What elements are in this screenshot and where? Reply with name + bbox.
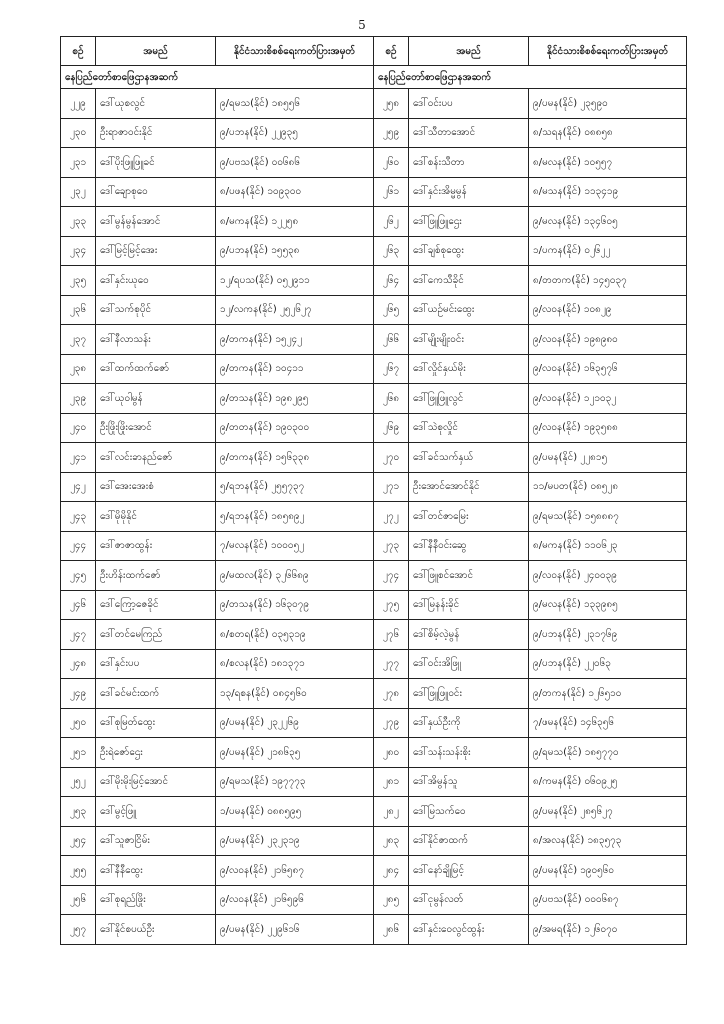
cell-no-left: ၂၄၀ bbox=[61, 413, 96, 443]
header-row bbox=[61, 37, 687, 66]
cell-id-left: ၈/စတရ(နိုင်) ၀၃၅၃၁၉ bbox=[216, 620, 374, 650]
cell-no-left: ၂၃၁ bbox=[61, 148, 96, 178]
cell-name-right: ဒေါ်ကေသီခိုင် bbox=[409, 266, 529, 296]
table-row bbox=[61, 472, 687, 502]
table-row bbox=[61, 620, 687, 650]
cell-no-left: ၂၅၃ bbox=[61, 797, 96, 827]
page-number: 5 bbox=[358, 18, 366, 32]
cell-name-left: ဒေါ်စုမြတ်ထွေး bbox=[96, 708, 216, 738]
cell-id-right: ၉/ပမန(နိုင်) ၂၂၈၁၅ bbox=[529, 443, 687, 473]
cell-no-left: ၂၃၀ bbox=[61, 118, 96, 148]
table-row bbox=[61, 413, 687, 443]
cell-name-right: ဒေါ်သဲစုလှိုင် bbox=[409, 413, 529, 443]
cell-name-right: ဒေါ်နှင်းအိမ္မမွန် bbox=[409, 177, 529, 207]
cell-id-right: ၈/မသန(နိုင်) ၁၁၃၄၁၉ bbox=[529, 177, 687, 207]
cell-no-right: ၂၈၄ bbox=[374, 856, 409, 886]
cell-no-right: ၂၆၅ bbox=[374, 295, 409, 325]
cell-name-right: ဒေါ်ယဉ်မင်းထွေး bbox=[409, 295, 529, 325]
cell-name-left: ဒေါ်မိုမိုနိုင် bbox=[96, 502, 216, 532]
cell-id-right: ၉/လဝန(နိုင်) ၁၉၈၉၈၀ bbox=[529, 325, 687, 355]
cell-name-left: ဒေါ်အေးအေးစံ bbox=[96, 472, 216, 502]
cell-id-right: ၉/လဝန(နိုင်) ၂၄၀၀၃၉ bbox=[529, 561, 687, 591]
cell-name-left: ဒေါ်လင်းခာနည်ဇော် bbox=[96, 443, 216, 473]
cell-name-right: ဒေါ်လှိုင်နှယ်မိုး bbox=[409, 354, 529, 384]
cell-id-left: ၁၂/ရပသ(နိုင်) ၀၅၂၉၁၁ bbox=[216, 266, 374, 296]
cell-name-right: ဒေါ်မြနန်းခိုင် bbox=[409, 590, 529, 620]
table-row bbox=[61, 915, 687, 945]
cell-name-left: ဒေါ်နီလာသန်း bbox=[96, 325, 216, 355]
cell-no-left: ၂၅၀ bbox=[61, 708, 96, 738]
cell-id-left: ၁၃/ရစန(နိုင်) ၀၈၄၅၆၀ bbox=[216, 679, 374, 709]
cell-no-left: ၂၄၁ bbox=[61, 443, 96, 473]
cell-name-left: ဒေါ်မွင့်ဖြူ bbox=[96, 797, 216, 827]
cell-name-left: ဒေါ်မွန်မွန်အောင် bbox=[96, 207, 216, 237]
cell-id-right: ၈/တတက(နိုင်) ၁၄၅၀၃၇ bbox=[529, 266, 687, 296]
cell-no-right: ၂၆၂ bbox=[374, 207, 409, 237]
cell-name-left: ဒေါ်ကြော့ဇေခိုင် bbox=[96, 590, 216, 620]
cell-id-right: ၉/အမရ(နိုင်) ၁၂၆၀၇၀ bbox=[529, 915, 687, 945]
table-row bbox=[61, 236, 687, 266]
table-row bbox=[61, 384, 687, 414]
cell-id-left: ၉/တကန(နိုင်) ၁၀၄၁၁ bbox=[216, 354, 374, 384]
cell-no-right: ၂၅၈ bbox=[374, 89, 409, 119]
cell-no-left: ၂၃၇ bbox=[61, 325, 96, 355]
cell-name-left: ဒေါ်ပိုးဖြူဖြူခင် bbox=[96, 148, 216, 178]
cell-no-right: ၂၇၅ bbox=[374, 590, 409, 620]
cell-no-right: ၂၅၉ bbox=[374, 118, 409, 148]
table-row bbox=[61, 295, 687, 325]
cell-no-left: ၂၅၄ bbox=[61, 826, 96, 856]
cell-id-right: ၉/ပဘန(နိုင်) ၂၃၁၇၆၉ bbox=[529, 620, 687, 650]
cell-name-left: ဒေါ်မိုးမိုးမြင့်အောင် bbox=[96, 767, 216, 797]
cell-id-right: ၉/ပမန(နိုင်) ၂၈၅၆၂၇ bbox=[529, 797, 687, 827]
cell-id-left: ၉/ပဘန(နိုင်) ၁၅၅၃၈ bbox=[216, 236, 374, 266]
cell-name-left: ဒေါ်သူဇာငြိမ်း bbox=[96, 826, 216, 856]
cell-no-left: ၂၅၂ bbox=[61, 767, 96, 797]
cell-id-left: ၉/တတန(နိုင်) ၁၉၀၃၀၀ bbox=[216, 413, 374, 443]
cell-id-right: ၉/ပဘန(နိုင်) ၂၂၀၆၃ bbox=[529, 649, 687, 679]
cell-name-left: ဦးဖြိုးဖြိုးအောင် bbox=[96, 413, 216, 443]
header-id-right: နိုင်ငံသားစိစစ်ရေးကတ်ပြားအမှတ် bbox=[529, 37, 687, 66]
cell-no-right: ၂၇၈ bbox=[374, 679, 409, 709]
cell-no-right: ၂၈၂ bbox=[374, 797, 409, 827]
cell-no-right: ၂၈၃ bbox=[374, 826, 409, 856]
table-row bbox=[61, 148, 687, 178]
cell-no-right: ၂၇၇ bbox=[374, 649, 409, 679]
cell-no-right: ၂၆၈ bbox=[374, 384, 409, 414]
table-row bbox=[61, 649, 687, 679]
cell-id-left: ၇/မလန(နိုင်) ၁၀၀၀၅၂ bbox=[216, 531, 374, 561]
cell-id-right: ၉/ပမန(နိုင်) ၁၉၀၅၆၀ bbox=[529, 856, 687, 886]
table-row bbox=[61, 177, 687, 207]
cell-no-left: ၂၄၆ bbox=[61, 590, 96, 620]
table-row bbox=[61, 443, 687, 473]
cell-name-left: ဦးရာဇာဝင်းနိုင် bbox=[96, 118, 216, 148]
cell-no-right: ၂၈၅ bbox=[374, 885, 409, 915]
cell-name-right: ဒေါ်နော်ချိုမြင့် bbox=[409, 856, 529, 886]
cell-no-left: ၂၅၇ bbox=[61, 915, 96, 945]
cell-name-right: ဒေါ်နီနီဝင်းဆွေ bbox=[409, 531, 529, 561]
table-row bbox=[61, 354, 687, 384]
cell-no-left: ၂၃၉ bbox=[61, 384, 96, 414]
cell-no-right: ၂၇၂ bbox=[374, 502, 409, 532]
cell-id-right: ၁၁/မပတ(နိုင်) ၀၈၅၂၈ bbox=[529, 472, 687, 502]
cell-id-left: ၉/ပမန(နိုင်) ၂၃၂၂၆၉ bbox=[216, 708, 374, 738]
cell-id-right: ၉/လဝန(နိုင်) ၁၀၈၂၉ bbox=[529, 295, 687, 325]
cell-id-left: ၈/စလန(နိုင်) ၁၈၁၃၇၁ bbox=[216, 649, 374, 679]
cell-id-right: ၉/လဝန(နိုင်) ၁၆၃၅၇၆ bbox=[529, 354, 687, 384]
cell-no-left: ၂၃၆ bbox=[61, 295, 96, 325]
cell-name-right: ဒေါ်ခင်သက်နှယ် bbox=[409, 443, 529, 473]
cell-id-left: ၉/ရမသ(နိုင်) ၁၈၅၅၆ bbox=[216, 89, 374, 119]
cell-id-right: ၈/ကမန(နိုင်) ၀၆၀၉၂၅ bbox=[529, 767, 687, 797]
cell-no-left: ၂၃၄ bbox=[61, 236, 96, 266]
cell-no-left: ၂၃၅ bbox=[61, 266, 96, 296]
cell-id-left: ၉/တကန(နိုင်) ၁၅၆၃၃၈ bbox=[216, 443, 374, 473]
cell-name-left: ဦးရဲဇော်ဌေး bbox=[96, 738, 216, 768]
cell-no-left: ၂၄၇ bbox=[61, 620, 96, 650]
cell-name-left: ဒေါ်နှင်းယုဝေ bbox=[96, 266, 216, 296]
section-title-left: နေပြည်တော်စာဖြေဌာနအဆက် bbox=[61, 66, 374, 89]
cell-name-left: ဦးဟိန်းထက်ဇော် bbox=[96, 561, 216, 591]
cell-name-left: ဒေါ်ချောစုဝေ bbox=[96, 177, 216, 207]
cell-id-left: ၉/ပမန(နိုင်) ၂၂၉၆၁၆ bbox=[216, 915, 374, 945]
cell-name-left: ဒေါ်နှင်းပပ bbox=[96, 649, 216, 679]
cell-name-right: ဒေါ်ဖြူဖြူဌေး bbox=[409, 207, 529, 237]
cell-no-left: ၂၅၆ bbox=[61, 885, 96, 915]
header-name-left: အမည် bbox=[96, 37, 216, 66]
cell-no-left: ၂၅၁ bbox=[61, 738, 96, 768]
cell-id-left: ၉/ပမန(နိုင်) ၂၃၂၃၁၉ bbox=[216, 826, 374, 856]
cell-name-right: ဒေါ်နိုင်ဇာထက် bbox=[409, 826, 529, 856]
cell-name-right: ဒေါ်တင်ဇာမြေး bbox=[409, 502, 529, 532]
cell-no-left: ၂၄၃ bbox=[61, 502, 96, 532]
cell-id-left: ၅/ရဘန(နိုင်) ၁၈၅၈၉၂ bbox=[216, 502, 374, 532]
table-row bbox=[61, 826, 687, 856]
cell-no-left: ၂၃၈ bbox=[61, 354, 96, 384]
cell-no-right: ၂၈၀ bbox=[374, 738, 409, 768]
table-row bbox=[61, 885, 687, 915]
cell-id-right: ၉/လဝန(နိုင်) ၁၉၃၅၈၈ bbox=[529, 413, 687, 443]
table-row bbox=[61, 738, 687, 768]
cell-no-right: ၂၈၆ bbox=[374, 915, 409, 945]
table-row bbox=[61, 590, 687, 620]
cell-name-right: ဒေါ်ဝင်းပပ bbox=[409, 89, 529, 119]
cell-id-right: ၉/မလန(နိုင်) ၁၃၃၉၈၅ bbox=[529, 590, 687, 620]
table-row bbox=[61, 118, 687, 148]
cell-id-right: ၉/မလန(နိုင်) ၁၃၄၆၀၅ bbox=[529, 207, 687, 237]
cell-id-right: ၉/ပမန(နိုင်) ၂၃၅၉၀ bbox=[529, 89, 687, 119]
cell-id-left: ၉/တသန(နိုင်) ၁၆၃၀၇၉ bbox=[216, 590, 374, 620]
table-row bbox=[61, 266, 687, 296]
cell-name-left: ဒေါ်သက်စုပိုင် bbox=[96, 295, 216, 325]
cell-no-right: ၂၇၁ bbox=[374, 472, 409, 502]
cell-no-right: ၂၆၉ bbox=[374, 413, 409, 443]
cell-name-right: ဒေါ်ဖြူဖြူလွင် bbox=[409, 384, 529, 414]
cell-name-left: ဒေါ်ယုဝါမွန် bbox=[96, 384, 216, 414]
cell-no-right: ၂၆၃ bbox=[374, 236, 409, 266]
cell-name-left: ဒေါ်ဇာဇာထွန်း bbox=[96, 531, 216, 561]
table-row bbox=[61, 679, 687, 709]
cell-id-left: ၁/ပမန(နိုင်) ၀၈၈၅၉၅ bbox=[216, 797, 374, 827]
cell-no-right: ၂၇၆ bbox=[374, 620, 409, 650]
cell-no-right: ၂၇၃ bbox=[374, 531, 409, 561]
header-no-left: စဉ် bbox=[61, 37, 96, 66]
roster-table bbox=[60, 36, 687, 945]
cell-id-left: ၉/ရမသ(နိုင်) ၁၉၇၇၇၃ bbox=[216, 767, 374, 797]
cell-id-right: ၁/ပကန(နိုင်) ၀၂၆၂၂ bbox=[529, 236, 687, 266]
cell-name-right: ဒေါ်ဖြူဖြူဝင်း bbox=[409, 679, 529, 709]
cell-name-left: ဒေါ်နီနီထွေး bbox=[96, 856, 216, 886]
table-row bbox=[61, 797, 687, 827]
cell-id-right: ၉/ရမသ(နိုင်) ၁၈၅၇၇၀ bbox=[529, 738, 687, 768]
roster-body bbox=[61, 66, 687, 945]
cell-no-left: ၂၅၅ bbox=[61, 856, 96, 886]
table-row bbox=[61, 502, 687, 532]
cell-name-left: ဒေါ်စုရည်ဖြိုး bbox=[96, 885, 216, 915]
section-row bbox=[61, 66, 687, 89]
cell-name-right: ဦးအောင်အောင်နိုင် bbox=[409, 472, 529, 502]
section-title-right: နေပြည်တော်စာဖြေဌာနအဆက် bbox=[374, 66, 687, 89]
cell-name-left: ဒေါ်ယုစလွင် bbox=[96, 89, 216, 119]
cell-id-left: ၉/ပမန(နိုင်) ၂၁၈၆၃၅ bbox=[216, 738, 374, 768]
cell-name-left: ဒေါ်ထက်ထက်ဇော် bbox=[96, 354, 216, 384]
cell-no-right: ၂၆၄ bbox=[374, 266, 409, 296]
cell-id-left: ၉/လဝန(နိုင်) ၂၁၆၅၉၆ bbox=[216, 885, 374, 915]
cell-name-right: ဒေါ်နှင်းဝေလွင်ထွန်း bbox=[409, 915, 529, 945]
cell-id-right: ၉/တကန(နိုင်) ၁၂၆၅၁၀ bbox=[529, 679, 687, 709]
table-row bbox=[61, 767, 687, 797]
table-row bbox=[61, 325, 687, 355]
header-no-right: စဉ် bbox=[374, 37, 409, 66]
header-name-right: အမည် bbox=[409, 37, 529, 66]
cell-id-left: ၁၂/လကန(နိုင်) ၂၅၂၆၂၇ bbox=[216, 295, 374, 325]
cell-name-right: ဒေါ်သီတာအောင် bbox=[409, 118, 529, 148]
cell-name-right: ဒေါ်စိမ့်လဲ့မွန် bbox=[409, 620, 529, 650]
cell-name-right: ဒေါ်ငုမွန်လတ် bbox=[409, 885, 529, 915]
cell-no-left: ၂၃၃ bbox=[61, 207, 96, 237]
cell-no-right: ၂၇၀ bbox=[374, 443, 409, 473]
cell-id-left: ၉/တကန(နိုင်) ၁၅၂၄၂ bbox=[216, 325, 374, 355]
cell-name-right: ဒေါ်ဖြူစင်အောင် bbox=[409, 561, 529, 591]
cell-name-right: ဒေါ်မျိုးမျိုးဝင်း bbox=[409, 325, 529, 355]
table-row bbox=[61, 207, 687, 237]
cell-name-left: ဒေါ်နိုင်စပယ်ဦး bbox=[96, 915, 216, 945]
cell-id-left: ၈/ပဖန(နိုင်) ၁၀၉၃၀၀ bbox=[216, 177, 374, 207]
cell-id-left: ၈/မကန(နိုင်) ၁၂၂၅၈ bbox=[216, 207, 374, 237]
cell-name-left: ဒေါ်ခင်မင်းထက် bbox=[96, 679, 216, 709]
cell-no-right: ၂၇၉ bbox=[374, 708, 409, 738]
cell-no-right: ၂၆၀ bbox=[374, 148, 409, 178]
cell-no-left: ၂၂၉ bbox=[61, 89, 96, 119]
cell-no-left: ၂၄၄ bbox=[61, 531, 96, 561]
cell-name-left: ဒေါ်မြင့်မြင့်အေး bbox=[96, 236, 216, 266]
cell-id-left: ၅/ရဘန(နိုင်) ၂၅၅၇၃၇ bbox=[216, 472, 374, 502]
cell-id-left: ၉/တသန(နိုင်) ၁၉၈၂၉၅ bbox=[216, 384, 374, 414]
table-row bbox=[61, 708, 687, 738]
cell-id-right: ၈/သရန(နိုင်) ၀၈၈၅၈ bbox=[529, 118, 687, 148]
cell-no-left: ၂၃၂ bbox=[61, 177, 96, 207]
cell-id-right: ၇/ဖမန(နိုင်) ၁၄၆၃၅၆ bbox=[529, 708, 687, 738]
cell-no-right: ၂၆၁ bbox=[374, 177, 409, 207]
cell-id-left: ၉/လဝန(နိုင်) ၂၁၆၅၈၇ bbox=[216, 856, 374, 886]
cell-id-right: ၉/ပဗသ(နိုင်) ၀၀၀၆၈၇ bbox=[529, 885, 687, 915]
cell-name-left: ဒေါ်တင်မေကြည် bbox=[96, 620, 216, 650]
cell-name-right: ဒေါ်အိမွန်သူ bbox=[409, 767, 529, 797]
cell-name-right: ဒေါ်မြသက်ဝေ bbox=[409, 797, 529, 827]
cell-no-right: ၂၈၁ bbox=[374, 767, 409, 797]
cell-no-left: ၂၄၈ bbox=[61, 649, 96, 679]
cell-id-right: ၉/လဝန(နိုင်) ၁၂၁၀၃၂ bbox=[529, 384, 687, 414]
cell-name-right: ဒေါ်ဝင်းအိဖြူ bbox=[409, 649, 529, 679]
cell-name-right: ဒေါ်ချစ်စုထွေး bbox=[409, 236, 529, 266]
cell-no-left: ၂၄၅ bbox=[61, 561, 96, 591]
table-row bbox=[61, 89, 687, 119]
cell-id-right: ၈/အလန(နိုင်) ၁၈၃၅၇၃ bbox=[529, 826, 687, 856]
cell-no-right: ၂၆၇ bbox=[374, 354, 409, 384]
cell-no-left: ၂၄၂ bbox=[61, 472, 96, 502]
table-row bbox=[61, 561, 687, 591]
cell-id-right: ၈/မကန(နိုင်) ၁၁၀၆၂၃ bbox=[529, 531, 687, 561]
cell-id-left: ၉/မထလ(နိုင်) ၃၂၆၆၈၉ bbox=[216, 561, 374, 591]
table-row bbox=[61, 531, 687, 561]
table-row bbox=[61, 856, 687, 886]
cell-id-right: ၈/မလန(နိုင်) ၁၀၅၅၇ bbox=[529, 148, 687, 178]
cell-no-left: ၂၄၉ bbox=[61, 679, 96, 709]
cell-no-right: ၂၆၆ bbox=[374, 325, 409, 355]
cell-name-right: ဒေါ်နှယ်ဦးကို bbox=[409, 708, 529, 738]
cell-name-right: ဒေါ်စန်းသီတာ bbox=[409, 148, 529, 178]
header-id-left: နိုင်ငံသားစိစစ်ရေးကတ်ပြားအမှတ် bbox=[216, 37, 374, 66]
cell-id-left: ၉/ပဗသ(နိုင်) ၀၀၆၈၆ bbox=[216, 148, 374, 178]
cell-no-right: ၂၇၄ bbox=[374, 561, 409, 591]
cell-id-right: ၉/ရမသ(နိုင်) ၁၅၈၈၈၇ bbox=[529, 502, 687, 532]
cell-name-right: ဒေါ်သန်းသန်းစိုး bbox=[409, 738, 529, 768]
cell-id-left: ၉/ပဘန(နိုင်) ၂၂၉၃၅ bbox=[216, 118, 374, 148]
